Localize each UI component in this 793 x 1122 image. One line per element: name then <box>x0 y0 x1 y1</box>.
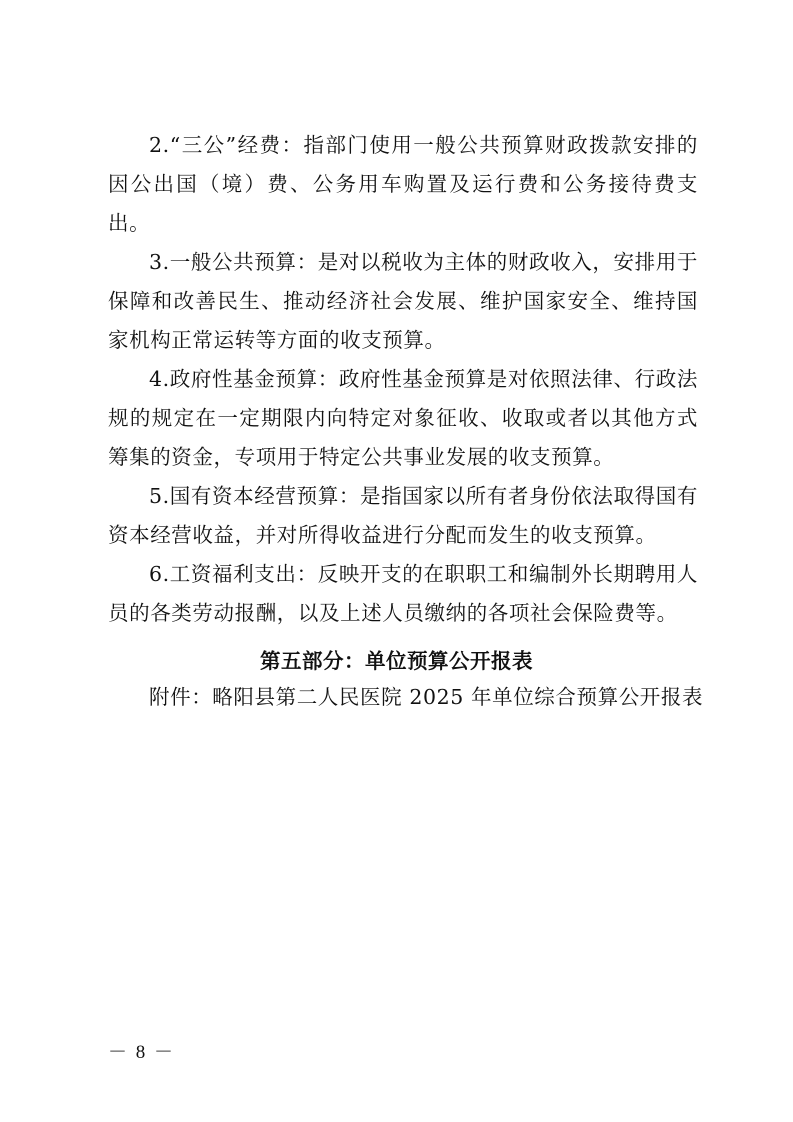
definition-salary-welfare-expenditure: 6.工资福利支出：反映开支的在职职工和编制外长期聘用人员的各类劳动报酬，以及上述人员缴纳的各项社会保险费等。 <box>108 562 698 625</box>
page-number: － 8 － <box>108 1042 176 1063</box>
definition-state-capital-budget: 5.国有资本经营预算：是指国家以所有者身份依法取得国有资本经营收益，并对所得收益进行分配而发生的收支预算。 <box>108 484 698 547</box>
definition-government-fund-budget: 4.政府性基金预算：政府性基金预算是对依照法律、行政法规的规定在一定期限内向特定对象征收、收取或者以其他方式筹集的资金，专项用于特定公共事业发展的收支预算。 <box>108 367 698 469</box>
definition-general-public-budget: 3.一般公共预算：是对以税收为主体的财政收入，安排用于保障和改善民生、推动经济社会发展、维护国家安全、维持国家机构正常运转等方面的收支预算。 <box>108 250 698 352</box>
definition-three-public-funds: 2.“三公”经费：指部门使用一般公共预算财政拨款安排的因公出国（境）费、公务用车购置及运行费和公务接待费支出。 <box>108 133 698 235</box>
definitions-list <box>108 126 698 633</box>
attachment-note: 附件：略阳县第二人民医院 2025 年单位综合预算公开报表 <box>149 685 704 709</box>
section-title: 第五部分：单位预算公开报表 <box>260 649 533 673</box>
